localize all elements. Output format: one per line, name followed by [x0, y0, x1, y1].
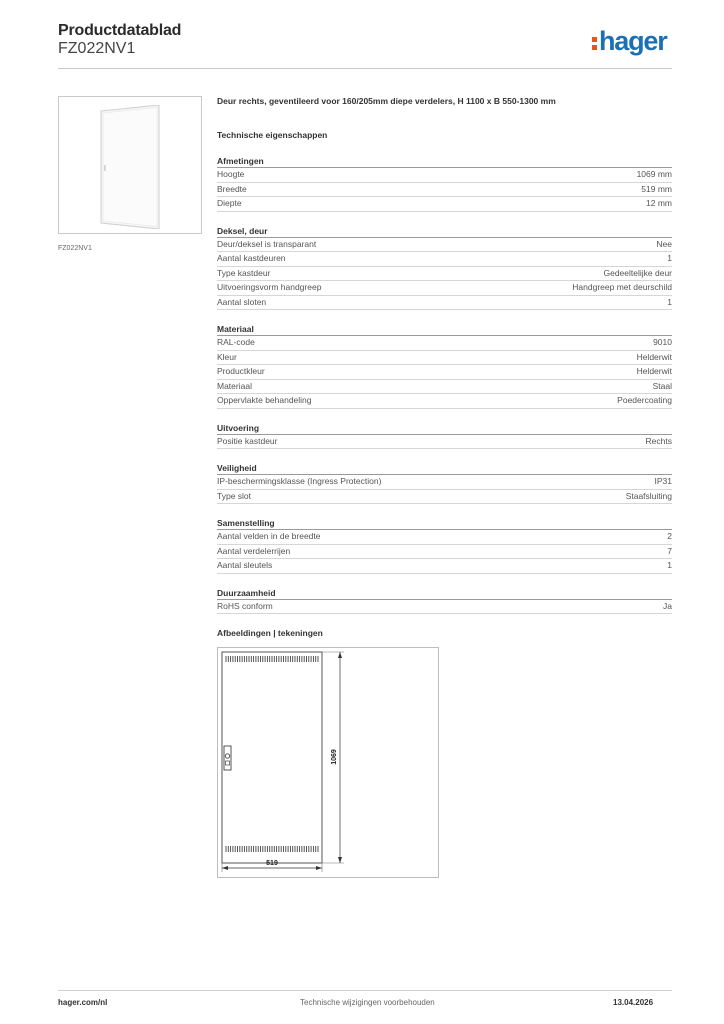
property-row — [217, 380, 672, 395]
property-value: IP31 — [654, 476, 672, 486]
hager-logo[interactable] — [592, 26, 667, 57]
property-row — [217, 394, 672, 409]
footer-divider — [58, 990, 672, 991]
property-label: Positie kastdeur — [217, 435, 278, 446]
property-value: 12 mm — [646, 198, 672, 208]
property-label: Diepte — [217, 198, 242, 208]
property-row — [217, 559, 672, 574]
property-value: 519 mm — [641, 183, 672, 194]
product-description: Deur rechts, geventileerd voor 160/205mm diepe verdelers, H 1100 x B 550-1300 mm — [217, 96, 556, 106]
property-value: Helderwit — [636, 351, 672, 362]
property-group — [217, 323, 672, 409]
property-row — [217, 267, 672, 282]
group-title: Materiaal — [217, 323, 672, 336]
property-row — [217, 183, 672, 198]
product-code: FZ022NV1 — [58, 40, 136, 57]
property-row — [217, 351, 672, 366]
property-row — [217, 238, 672, 253]
footer-notice: Technische wijzigingen voorbehouden — [300, 998, 435, 1007]
door-drawing-icon — [218, 648, 438, 877]
property-label: Productkleur — [217, 366, 265, 376]
door-thumbnail-icon — [99, 105, 161, 229]
product-image — [58, 96, 202, 234]
property-label: Aantal sleutels — [217, 560, 273, 570]
property-value: Nee — [656, 238, 672, 249]
property-row — [217, 475, 672, 490]
property-group — [217, 422, 672, 450]
property-label: Aantal kastdeuren — [217, 253, 286, 263]
width-dimension-label: 519 — [266, 860, 278, 867]
property-label: Type kastdeur — [217, 267, 271, 278]
property-label: IP-beschermingsklasse (Ingress Protection) — [217, 476, 382, 486]
property-row — [217, 530, 672, 545]
property-value: 1 — [667, 296, 672, 307]
logo-text: hager — [599, 26, 667, 56]
property-row — [217, 435, 672, 450]
property-value: Helderwit — [636, 366, 672, 376]
group-title: Samenstelling — [217, 517, 672, 530]
property-value: Staal — [652, 380, 672, 391]
page-title: Productdatablad — [58, 22, 182, 39]
property-group — [217, 462, 672, 504]
group-title: Duurzaamheid — [217, 587, 672, 600]
technical-drawing — [217, 647, 439, 878]
property-row — [217, 252, 672, 267]
thumbnail-caption: FZ022NV1 — [58, 245, 92, 252]
property-value: 2 — [667, 531, 672, 541]
drawings-heading: Afbeeldingen | tekeningen — [217, 628, 323, 638]
property-value: Rechts — [645, 435, 672, 446]
property-value: 9010 — [653, 337, 672, 347]
property-row — [217, 296, 672, 311]
property-row — [217, 281, 672, 296]
property-group — [217, 587, 672, 615]
property-value: Ja — [663, 600, 672, 611]
property-value: 1 — [667, 253, 672, 263]
property-label: Kleur — [217, 351, 237, 362]
property-value: 1069 mm — [636, 169, 672, 179]
height-dimension-label: 1069 — [331, 749, 338, 765]
property-label: Aantal verdelerrijen — [217, 545, 291, 556]
footer-date: 13.04.2026 — [613, 998, 654, 1007]
property-label: Aantal velden in de breedte — [217, 531, 321, 541]
property-label: Type slot — [217, 490, 252, 501]
property-value: Handgreep met deurschild — [572, 282, 672, 292]
property-row — [217, 490, 672, 505]
header-divider — [58, 68, 672, 69]
group-title: Veiligheid — [217, 462, 672, 475]
property-row — [217, 600, 672, 615]
property-group — [217, 155, 672, 212]
property-value: Staafsluiting — [625, 490, 672, 501]
properties-column — [217, 94, 672, 614]
footer-website-link[interactable]: hager.com/nl — [58, 998, 108, 1007]
group-title: Uitvoering — [217, 422, 672, 435]
property-label: RoHS conform — [217, 600, 273, 611]
property-label: Deur/deksel is transparant — [217, 238, 317, 249]
property-label: Breedte — [217, 183, 247, 194]
property-row — [217, 197, 672, 212]
property-row — [217, 545, 672, 560]
property-label: RAL-code — [217, 337, 255, 347]
property-label: Oppervlakte behandeling — [217, 395, 312, 405]
property-value: Gedeeltelijke deur — [603, 267, 672, 278]
group-title: Afmetingen — [217, 155, 672, 168]
property-value: 1 — [667, 560, 672, 570]
property-row — [217, 336, 672, 351]
property-groups — [217, 155, 672, 614]
tech-properties-heading: Technische eigenschappen — [217, 130, 328, 140]
property-value: 7 — [667, 545, 672, 556]
property-row — [217, 168, 672, 183]
logo-dots-icon — [592, 34, 598, 50]
property-row — [217, 365, 672, 380]
property-label: Uitvoeringsvorm handgreep — [217, 282, 322, 292]
property-group — [217, 517, 672, 574]
property-label: Aantal sloten — [217, 296, 267, 307]
property-group — [217, 225, 672, 311]
property-label: Hoogte — [217, 169, 245, 179]
property-value: Poedercoating — [617, 395, 672, 405]
group-title: Deksel, deur — [217, 225, 672, 238]
property-label: Materiaal — [217, 380, 252, 391]
